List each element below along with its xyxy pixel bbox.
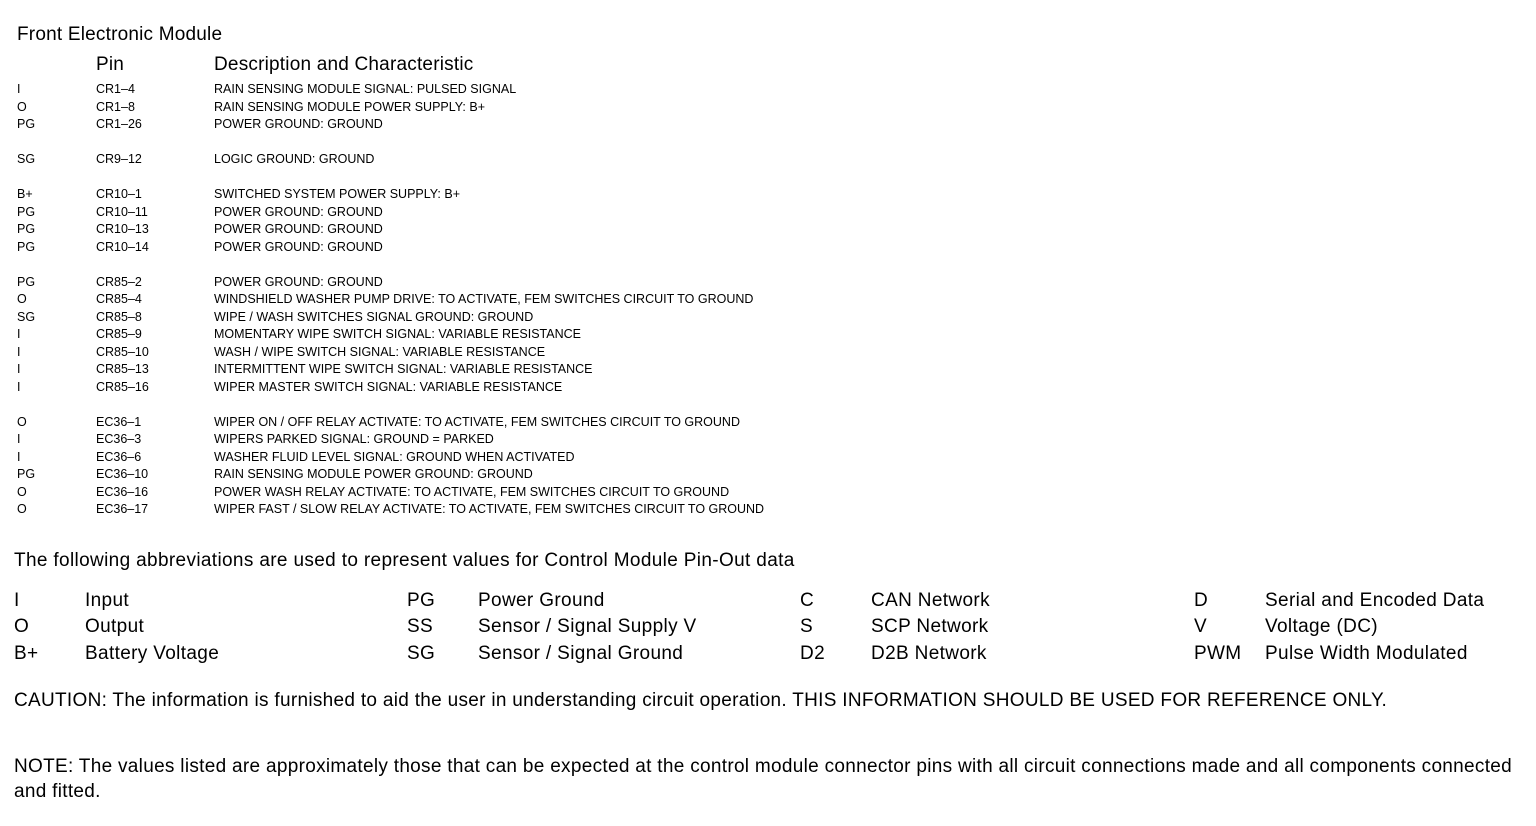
pin-description: WIPERS PARKED SIGNAL: GROUND = PARKED xyxy=(214,432,494,446)
pin-id: CR10–11 xyxy=(96,204,148,219)
table-row xyxy=(17,326,917,344)
table-row xyxy=(17,449,917,467)
pin-id: EC36–16 xyxy=(96,484,149,499)
pin-description: POWER WASH RELAY ACTIVATE: TO ACTIVATE, FEM SWITCHES CIRCUIT TO GROUND xyxy=(214,484,730,499)
pin-description: LOGIC GROUND: GROUND xyxy=(214,152,375,166)
table-row xyxy=(17,431,917,449)
pin-id: CR1–26 xyxy=(96,117,142,131)
table-row xyxy=(17,274,917,292)
pin-description: WIPE / WASH SWITCHES SIGNAL GROUND: GROUND xyxy=(214,309,534,324)
pin-type: PG xyxy=(17,222,36,236)
pin-id: CR85–4 xyxy=(96,292,142,306)
pin-table xyxy=(17,81,917,519)
table-row xyxy=(17,291,917,309)
pin-id: EC36–10 xyxy=(96,467,149,481)
pin-description: INTERMITTENT WIPE SWITCH SIGNAL: VARIABLE RESISTANCE xyxy=(214,362,593,376)
abbreviation-value: Pulse Width Modulated xyxy=(1265,643,1468,664)
abbreviation-key: D xyxy=(1194,590,1209,611)
pin-type: PG xyxy=(17,239,36,254)
pin-id: CR1–4 xyxy=(96,82,135,96)
pin-description: RAIN SENSING MODULE SIGNAL: PULSED SIGNAL xyxy=(214,82,517,96)
pin-id: CR10–1 xyxy=(96,187,142,201)
abbreviation-key: V xyxy=(1194,616,1208,637)
abbreviation-value: Power Ground xyxy=(478,590,605,611)
abbreviation-value: SCP Network xyxy=(871,616,989,637)
pin-id: CR85–13 xyxy=(96,362,149,376)
pin-description: WIPER ON / OFF RELAY ACTIVATE: TO ACTIVATE, FEM SWITCHES CIRCUIT TO GROUND xyxy=(214,414,740,429)
pin-type: I xyxy=(17,82,21,96)
table-row xyxy=(17,99,917,117)
abbreviation-key: S xyxy=(800,616,814,637)
pin-type: SG xyxy=(17,152,36,166)
pin-description: POWER GROUND: GROUND xyxy=(214,239,383,254)
pin-type: I xyxy=(17,449,21,464)
table-row xyxy=(17,484,917,502)
table-row xyxy=(17,204,917,222)
pin-type: I xyxy=(17,327,21,341)
pin-description: POWER GROUND: GROUND xyxy=(214,117,383,131)
table-row xyxy=(17,239,917,257)
pin-id: EC36–17 xyxy=(96,502,149,516)
pin-id: EC36–6 xyxy=(96,449,142,464)
table-row xyxy=(17,221,917,239)
pin-id: CR85–10 xyxy=(96,344,149,359)
pin-type: PG xyxy=(17,467,36,481)
pin-description: WIPER MASTER SWITCH SIGNAL: VARIABLE RESISTANCE xyxy=(214,379,563,394)
pin-type: O xyxy=(17,484,27,499)
pin-description: RAIN SENSING MODULE POWER GROUND: GROUND xyxy=(214,467,533,481)
description-column-header: Description and Characteristic xyxy=(214,54,474,75)
abbreviation-value: Serial and Encoded Data xyxy=(1265,590,1485,611)
pin-type: I xyxy=(17,432,21,446)
pin-type: SG xyxy=(17,309,36,324)
abbreviation-value: Sensor / Signal Ground xyxy=(478,643,684,664)
pin-id: CR85–9 xyxy=(96,327,142,341)
pin-id: CR10–13 xyxy=(96,222,149,236)
abbreviation-value: Output xyxy=(85,616,145,637)
pin-description: POWER GROUND: GROUND xyxy=(214,204,383,219)
abbreviation-value: D2B Network xyxy=(871,643,987,664)
table-row xyxy=(17,414,917,432)
abbreviation-key: B+ xyxy=(14,643,39,664)
pin-description: POWER GROUND: GROUND xyxy=(214,274,383,289)
pin-description: WINDSHIELD WASHER PUMP DRIVE: TO ACTIVATE, FEM SWITCHES CIRCUIT TO GROUND xyxy=(214,292,754,306)
abbreviation-key: I xyxy=(14,590,20,611)
pin-description: MOMENTARY WIPE SWITCH SIGNAL: VARIABLE RESISTANCE xyxy=(214,327,581,341)
abbreviation-key: C xyxy=(800,590,815,611)
pin-id: CR1–8 xyxy=(96,99,135,114)
abbreviation-key: D2 xyxy=(800,643,825,664)
note-text: NOTE: The values listed are approximately those that can be expected at the control module connector pins with all circuit connections made and all components connected and fitted. xyxy=(14,756,1513,802)
pin-type: B+ xyxy=(17,187,33,201)
pin-id: EC36–1 xyxy=(96,414,142,429)
pin-description: POWER GROUND: GROUND xyxy=(214,222,383,236)
pin-column-header: Pin xyxy=(96,54,125,75)
abbreviation-value: CAN Network xyxy=(871,590,990,611)
caution-text: CAUTION: The information is furnished to aid the user in understanding circuit operation. THIS INFORMATION SHOULD BE USED FOR REFERENCE ONLY. xyxy=(14,690,1388,711)
pin-type: O xyxy=(17,99,27,114)
pin-id: CR85–2 xyxy=(96,274,142,289)
pin-id: CR85–16 xyxy=(96,379,149,394)
abbreviation-key: PG xyxy=(407,590,436,611)
pin-type: PG xyxy=(17,274,36,289)
page-title: Front Electronic Module xyxy=(17,24,223,45)
table-row xyxy=(17,361,917,379)
table-row xyxy=(17,379,917,397)
table-row xyxy=(17,186,917,204)
abbreviation-key: PWM xyxy=(1194,643,1242,664)
pin-type: I xyxy=(17,344,21,359)
abbreviation-value: Sensor / Signal Supply V xyxy=(478,616,697,637)
abbreviations-intro: The following abbreviations are used to represent values for Control Module Pin-Out data xyxy=(14,550,795,571)
pin-description: WASH / WIPE SWITCH SIGNAL: VARIABLE RESISTANCE xyxy=(214,344,546,359)
table-row xyxy=(17,309,917,327)
pin-description: SWITCHED SYSTEM POWER SUPPLY: B+ xyxy=(214,187,460,201)
pin-type: I xyxy=(17,362,21,376)
pin-type: I xyxy=(17,379,21,394)
pin-type: PG xyxy=(17,204,36,219)
pin-type: O xyxy=(17,414,27,429)
abbreviation-key: SS xyxy=(407,616,434,637)
abbreviations-legend xyxy=(14,589,1524,669)
pin-type: O xyxy=(17,292,27,306)
table-row xyxy=(17,81,917,99)
table-row xyxy=(17,116,917,134)
table-row xyxy=(17,466,917,484)
pin-id: CR9–12 xyxy=(96,152,142,166)
abbreviation-value: Input xyxy=(85,590,130,611)
abbreviation-value: Voltage (DC) xyxy=(1265,616,1378,637)
pin-type: O xyxy=(17,502,27,516)
pin-type: PG xyxy=(17,117,36,131)
abbreviation-key: O xyxy=(14,616,30,637)
pin-id: CR85–8 xyxy=(96,309,142,324)
pin-description: WIPER FAST / SLOW RELAY ACTIVATE: TO ACTIVATE, FEM SWITCHES CIRCUIT TO GROUND xyxy=(214,502,765,516)
abbreviation-key: SG xyxy=(407,643,436,664)
pin-id: EC36–3 xyxy=(96,432,142,446)
table-row xyxy=(17,151,917,169)
table-row xyxy=(17,344,917,362)
pin-description: WASHER FLUID LEVEL SIGNAL: GROUND WHEN ACTIVATED xyxy=(214,449,575,464)
pin-description: RAIN SENSING MODULE POWER SUPPLY: B+ xyxy=(214,99,486,114)
table-row xyxy=(17,501,917,519)
pin-id: CR10–14 xyxy=(96,239,149,254)
abbreviation-value: Battery Voltage xyxy=(85,643,220,664)
